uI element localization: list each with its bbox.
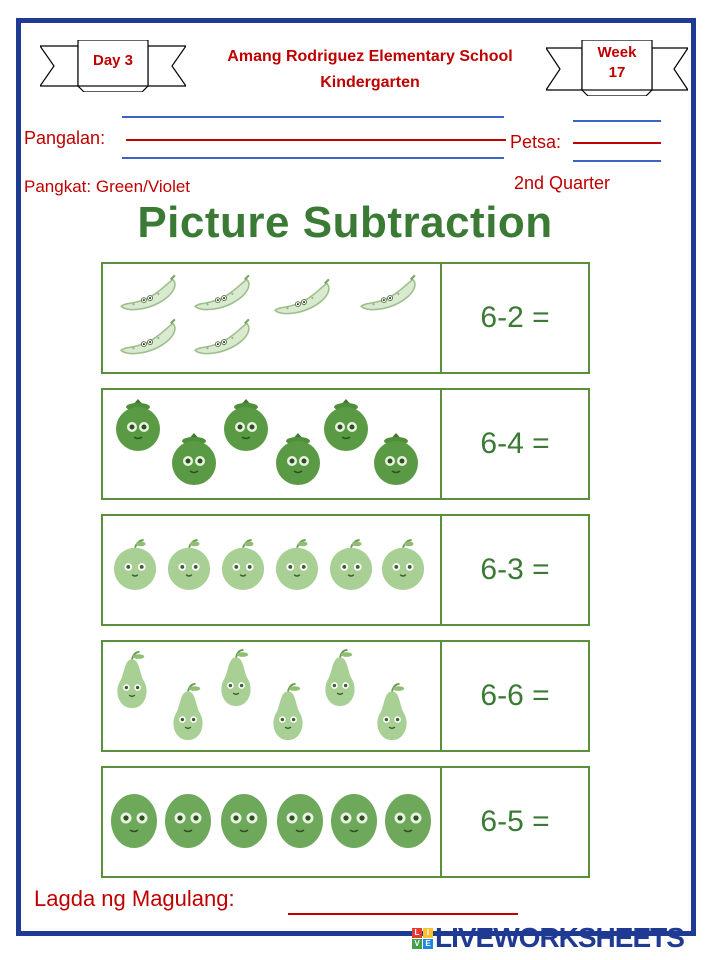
cucumber-icon bbox=[117, 274, 179, 318]
school-header bbox=[190, 44, 550, 96]
equation-cell[interactable] bbox=[442, 390, 588, 498]
equation-cell[interactable] bbox=[442, 516, 588, 624]
week-number: 17 bbox=[608, 64, 626, 81]
name-line-top bbox=[122, 116, 504, 118]
equation-text: 6-2 = bbox=[480, 301, 550, 334]
cucumber-icon bbox=[117, 318, 179, 362]
pear-icon bbox=[319, 648, 361, 708]
problem-row-3 bbox=[101, 514, 590, 626]
coconut-icon bbox=[163, 792, 213, 850]
name-field[interactable] bbox=[126, 139, 506, 141]
school-name: Amang Rodriguez Elementary School bbox=[227, 48, 513, 65]
week-ribbon bbox=[546, 40, 688, 96]
date-line-top bbox=[573, 120, 661, 122]
apple-icon bbox=[111, 538, 159, 592]
mangosteen-icon bbox=[273, 430, 323, 488]
date-line-bottom bbox=[573, 160, 661, 162]
pear-icon bbox=[167, 682, 209, 742]
pear-icon bbox=[267, 682, 309, 742]
mangosteen-icon bbox=[321, 396, 371, 454]
mangosteen-icon bbox=[169, 430, 219, 488]
day-label: Day 3 bbox=[92, 52, 134, 69]
pear-icon bbox=[371, 682, 413, 742]
equation-text: 6-4 = bbox=[480, 427, 550, 460]
picture-cell bbox=[103, 642, 442, 750]
date-label: Petsa: bbox=[510, 132, 562, 152]
mangosteen-icon bbox=[221, 396, 271, 454]
problem-row-5 bbox=[101, 766, 590, 878]
equation-text: 6-5 = bbox=[480, 805, 550, 838]
section-field bbox=[24, 177, 190, 197]
apple-icon bbox=[165, 538, 213, 592]
worksheet-title: Picture Subtraction bbox=[137, 198, 553, 247]
cucumber-icon bbox=[271, 278, 333, 322]
equation-cell[interactable] bbox=[442, 264, 588, 372]
date-field[interactable] bbox=[573, 142, 661, 144]
apple-icon bbox=[273, 538, 321, 592]
week-label: Week bbox=[597, 44, 637, 61]
day-ribbon bbox=[40, 40, 186, 92]
problem-row-2 bbox=[101, 388, 590, 500]
brand-name: LIVEWORKSHEETS bbox=[435, 922, 684, 953]
apple-icon bbox=[219, 538, 267, 592]
picture-cell bbox=[103, 264, 442, 372]
name-label: Pangalan: bbox=[24, 128, 106, 148]
mangosteen-icon bbox=[371, 430, 421, 488]
coconut-icon bbox=[383, 792, 433, 850]
cucumber-icon bbox=[191, 318, 253, 362]
coconut-icon bbox=[329, 792, 379, 850]
problem-row-1 bbox=[101, 262, 590, 374]
apple-icon bbox=[379, 538, 427, 592]
section-value: Green/Violet bbox=[95, 177, 191, 196]
coconut-icon bbox=[109, 792, 159, 850]
apple-icon bbox=[327, 538, 375, 592]
grade-level: Kindergarten bbox=[320, 74, 420, 91]
pear-icon bbox=[215, 648, 257, 708]
coconut-icon bbox=[275, 792, 325, 850]
picture-cell bbox=[103, 516, 442, 624]
liveworksheets-logo bbox=[412, 922, 684, 954]
section-label: Pangkat: bbox=[24, 177, 92, 196]
picture-cell bbox=[103, 390, 442, 498]
parent-signature-label: Lagda ng Magulang: bbox=[34, 886, 235, 911]
problem-row-4 bbox=[101, 640, 590, 752]
pear-icon bbox=[111, 650, 153, 710]
coconut-icon bbox=[219, 792, 269, 850]
equation-text: 6-3 = bbox=[480, 553, 550, 586]
cucumber-icon bbox=[357, 274, 419, 318]
cucumber-icon bbox=[191, 274, 253, 318]
name-line-bottom bbox=[122, 157, 504, 159]
picture-cell bbox=[103, 768, 442, 876]
equation-text: 6-6 = bbox=[480, 679, 550, 712]
quarter-label: 2nd Quarter bbox=[514, 173, 611, 193]
equation-cell[interactable] bbox=[442, 768, 588, 876]
liveworksheets-icon: L I V E bbox=[412, 928, 433, 949]
equation-cell[interactable] bbox=[442, 642, 588, 750]
parent-signature-field[interactable] bbox=[288, 913, 518, 915]
mangosteen-icon bbox=[113, 396, 163, 454]
